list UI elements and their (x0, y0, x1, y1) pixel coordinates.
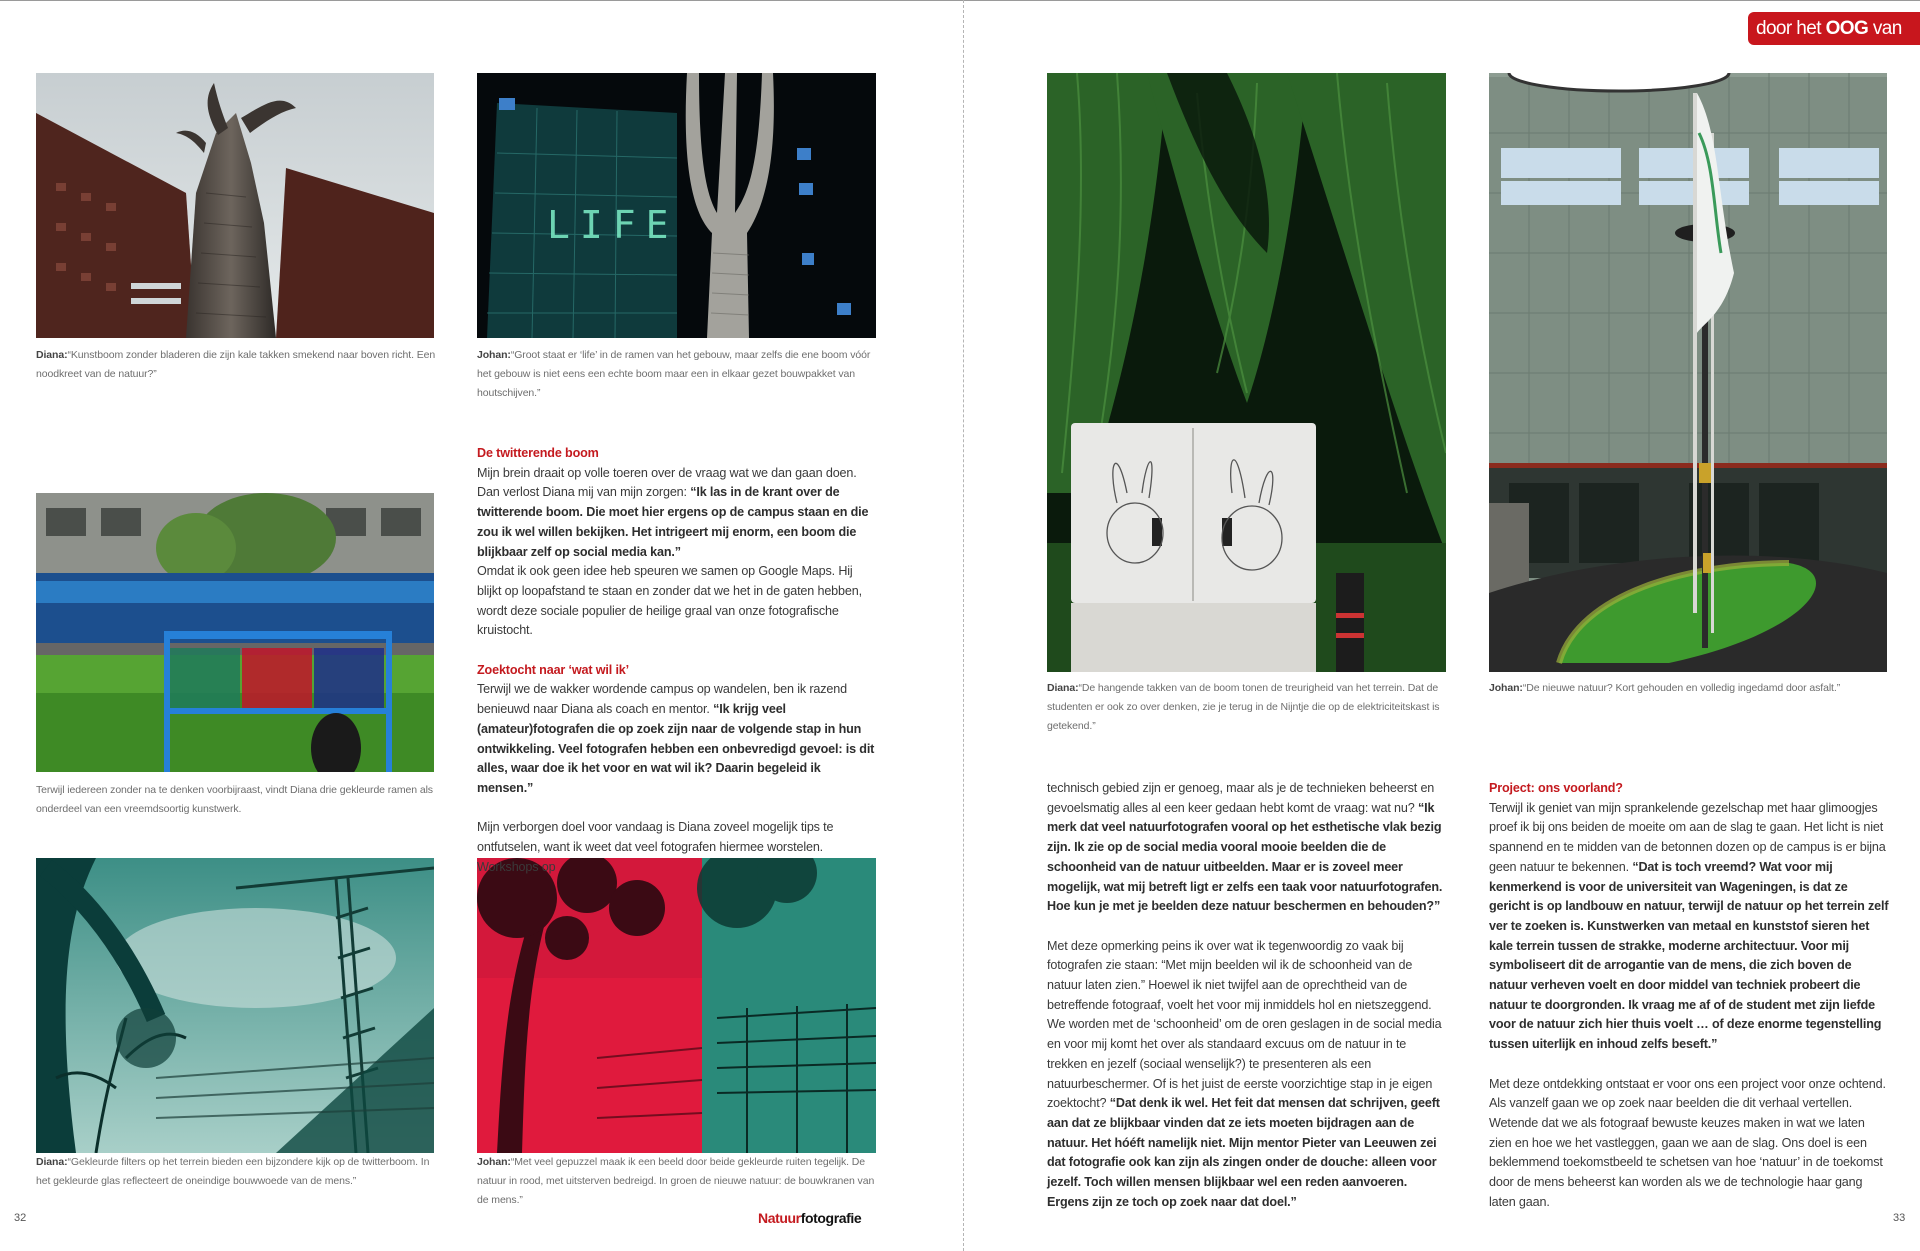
paragraph-2: Omdat ik ook geen idee heb speuren we samen op Google Maps. Hij blijkt op loopafstand te staan en zonder dat we het in de gaten hebben, wordt deze sociale populier de heilige graal van onze fotografische kruistocht. (477, 564, 862, 638)
paragraph-1: Mijn brein draait op volle toeren over de vraag wat we dan gaan doen. Dan verlost Diana mij van mijn zorgen: “Ik las in de krant over de twitterende boom. Die moet hier ergens op de campus staan en die zou ik wel willen bekijken. Het intrigeert mij enorm, een boom die blijkbaar zelf op social media kan.” (477, 465, 869, 559)
photo-lamp-flag-building (1489, 73, 1887, 672)
section-tag: door het OOG van (1748, 12, 1920, 45)
caption-photo-7: Johan:“De nieuwe natuur? Kort gehouden en volledig ingedamd door asfalt.” (1489, 682, 1841, 694)
paragraph-4: Mijn verborgen doel voor vandaag is Diana zoveel mogelijk tips te ontfutselen, want ik weet dat veel fotografen hiermee worstelen. Workshops op (477, 820, 834, 874)
caption-photo-3: Terwijl iedereen zonder na te denken voorbijraast, vindt Diana drie gekleurde ramen als onderdeel van een vreemdsoortig kunstwerk. (36, 784, 433, 815)
paragraph-5: technisch gebied zijn er genoeg, maar als je de technieken beheerst en gevoelsmatig alles al een keer gedaan hebt komt de vraag: wat nu? “Ik merk dat veel natuurfotografen vooral op het esthetische vlak bezig zijn. Ik zie op de social media vooral mooie beelden die de schoonheid van de natuur uitbeelden. Maar er is zoveel meer mogelijk, wat mij betreft ligt er zelfs een taak voor natuurfotografen. Hoe kun je met je beelden deze natuur beschermen en behouden?” (1047, 781, 1443, 914)
page-number-left: 32 (14, 1212, 27, 1224)
caption-photo-2: Johan:“Groot staat er ‘life’ in de ramen van het gebouw, maar zelfs die ene boom vóór het gebouw is niet eens een echte boom maar een in elkaar gezet bouwpakket van houtschijven.” (477, 349, 871, 399)
article-right-column-1 (1047, 779, 1447, 1212)
photo-art-tree-building (36, 73, 434, 338)
page-number-right: 33 (1893, 1212, 1906, 1224)
magazine-brand: Natuurfotografie (758, 1210, 862, 1226)
svg-text:LIFE: LIFE (547, 203, 679, 247)
page-spine (963, 0, 964, 1251)
article-left-column (477, 444, 877, 877)
heading-project-voorland: Project: ons voorland? (1489, 781, 1623, 795)
photo-life-building (477, 73, 876, 338)
heading-twitterende-boom: De twitterende boom (477, 446, 599, 460)
photo-bus-coloured-windows (36, 493, 434, 772)
paragraph-7: Terwijl ik geniet van mijn sprankelende gezelschap met haar glimoogjes proef ik bij ons beiden de moeite om aan de slag te gaan. Het licht is niet spannend en te midden van de betonnen dozen op de campus is er bijna geen natuur te bekennen. “Dat is toch vreemd? Wat voor mij kenmerkend is voor de universiteit van Wageningen, is dat ze gericht is op landbouw en natuur, terwijl de natuur op het terrein zelf ver te zoeken is. Kunstwerken van metaal en kunststof sieren het kale terrein tussen de strakke, moderne architectuur. Voor mij symboliseert dit de arrogantie van de mens, die zich boven de natuur verheven voelt en door middel van techniek probeert die natuur te doorgronden. Ik vraag me af of de student met zijn liefde voor de natuur zich hier thuis voelt … of deze enorme tegenstelling tussen uiterlijk en inhoud zelfs beseft.” (1489, 800, 1889, 1052)
paragraph-3: Terwijl we de wakker wordende campus op wandelen, ben ik razend benieuwd naar Diana als coach en mentor. “Ik krijg veel (amateur)fotografen die op zoek zijn naar de volgende stap in hun ontwikkeling. Veel fotografen hebben een onbevredigd gevoel: is dit alles, waar doe ik het voor en wat wil ik? Daarin begeleid ik mensen.” (477, 682, 875, 795)
caption-photo-4: Diana:“Gekleurde filters op het terrein bieden een bijzondere kijk op de twitterboom. In het gekleurde glas reflecteert de oneindige bouwwoede van de mens.” (36, 1156, 430, 1187)
caption-photo-5: Johan:“Met veel gepuzzel maak ik een beeld door beide gekleurde ruiten tegelijk. De natuur in rood, met uitsterven bedreigd. In groen de nieuwe natuur: de bouwkranen van de mens.” (477, 1156, 875, 1206)
article-right-column-2 (1489, 779, 1889, 1212)
photo-green-filter-crane (36, 858, 434, 1153)
photo-red-green-filter (477, 858, 876, 1153)
paragraph-8: Met deze ontdekking ontstaat er voor ons een project voor onze ochtend. Als vanzelf gaan we op zoek naar beelden die dit verhaal vertellen. Wetende dat we als fotograaf bewuste keuzes maken in wat we laten zien en hoe we het vastleggen, gaan we aan de slag. Ons doel is een beklemmend toekomstbeeld te schetsen van hoe ‘natuur’ in de toekomst door de mens beheerst kan worden als we de technologie haar gang laten gaan. (1489, 1076, 1886, 1209)
caption-photo-1: Diana:“Kunstboom zonder bladeren die zijn kale takken smekend naar boven richt. Een noodkreet van de natuur?” (36, 349, 436, 380)
photo-weeping-tree-cabinet (1047, 73, 1446, 672)
top-rule (0, 0, 1920, 1)
heading-zoektocht: Zoektocht naar ‘wat wil ik’ (477, 662, 630, 677)
paragraph-6: Met deze opmerking peins ik over wat ik tegenwoordig zo vaak bij fotografen zie staan: “Met mijn beelden wil ik de schoonheid van de natuur laten zien.” Hoewel ik niet twijfel aan de oprechtheid van de betreffende fotograaf, voelt het voor mij inmiddels hol en nietszeggend. We worden met de ‘schoonheid’ om de oren geslagen in de social media en voor mij komt het over als standaard excuus om de natuur in te trekken en jezelf (sociaal wenselijk?) te presenteren als een natuurbeschermer. Of is het juist de eerste voorzichtige stap in je eigen zoektocht? “Dat denk ik wel. Het feit dat mensen dat schrijven, geeft aan dat ze blijkbaar vinden dat ze iets moeten bijdragen aan de natuur. Het hóéft namelijk niet. Mijn mentor Pieter van Leeuwen zei dat fotografie ook kan zijn als zingen onder de douche: alleen voor jezelf. Toch willen mensen blijkbaar wel een reden aanvoeren. Ergens zijn ze toch op zoek naar dat doel.” (1047, 938, 1442, 1209)
caption-photo-6: Diana:“De hangende takken van de boom tonen de treurigheid van het terrein. Dat de studenten er ook zo over denken, zie je terug in de Nijntje die op de elektriciteitskast is getekend.” (1047, 682, 1440, 732)
